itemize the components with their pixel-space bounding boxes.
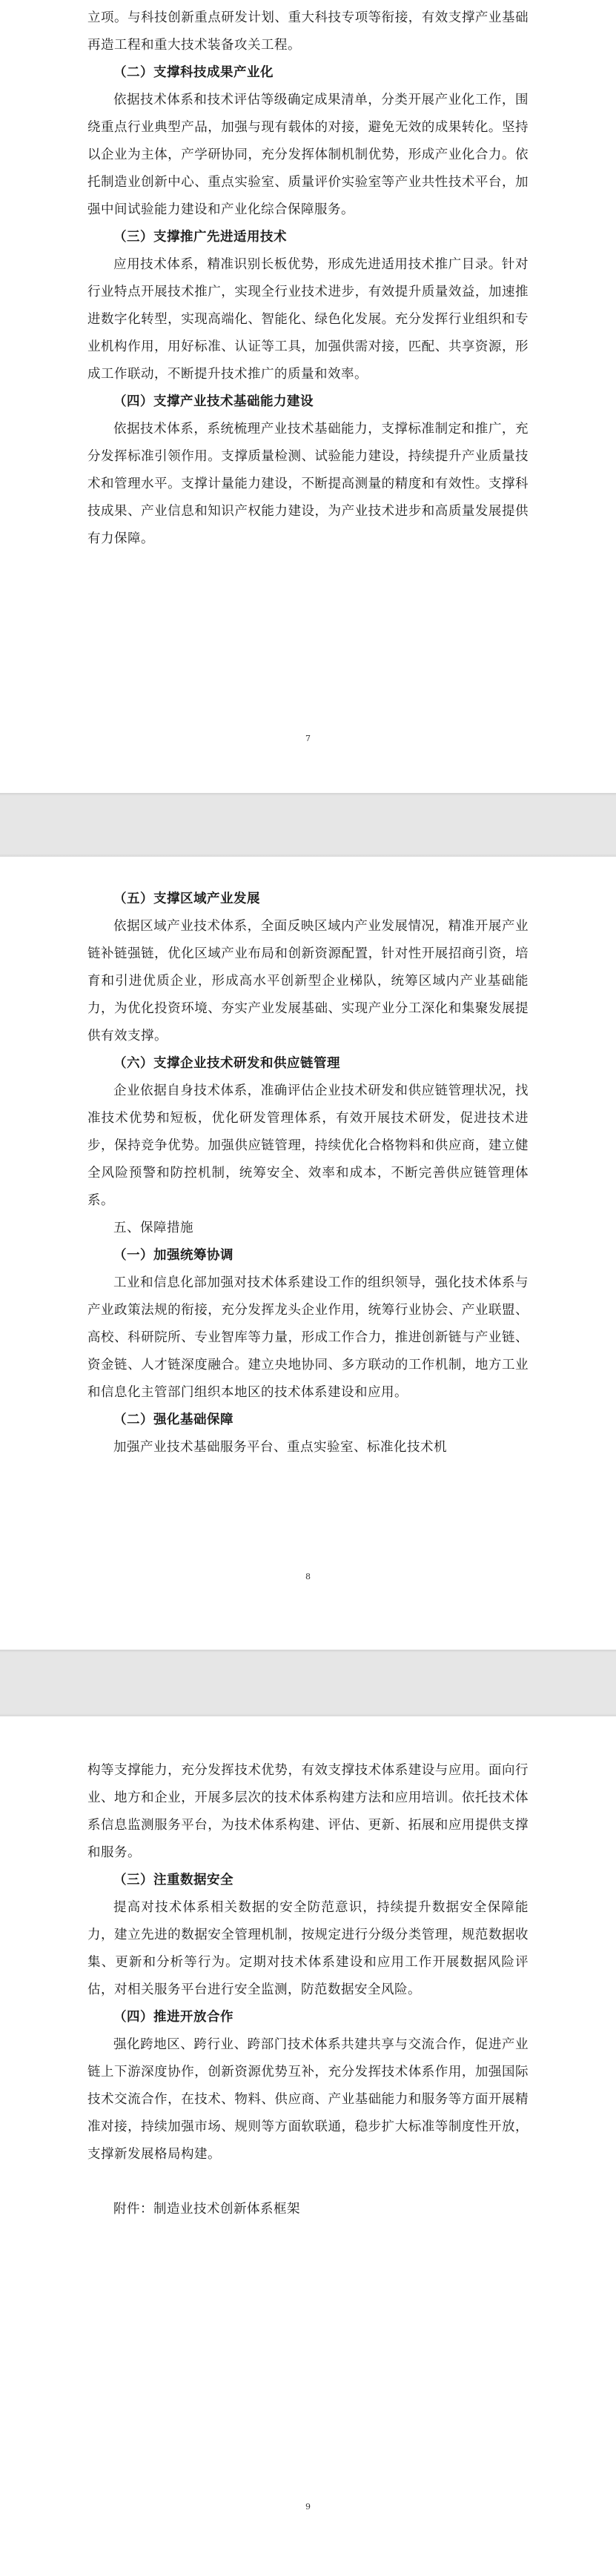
page-body: [87, 886, 529, 1461]
section-heading: 五、保障措施: [113, 1221, 193, 1235]
subsection-heading: （一）加强统筹协调: [113, 1248, 234, 1263]
subsection-heading: （五）支撑区域产业发展: [113, 892, 260, 906]
subsection-heading: （三）支撑推广先进适用技术: [113, 230, 287, 245]
subsection-heading: （四）推进开放合作: [113, 2010, 234, 2025]
paragraph: 依据技术体系和技术评估等级确定成果清单，分类开展产业化工作，围绕重点行业典型产品，加强与现有载体的对接，避免无效的成果转化。坚持以企业为主体，产学研协同，充分发挥体制机制优势，形成产业化合力。依托制造业创新中心、重点实验室、质量评价实验室等产业共性技术平台，加强中间试验能力建设和产业化综合保障服务。: [87, 93, 529, 217]
subsection-heading: （二）强化基础保障: [113, 1413, 234, 1427]
paragraph: 企业依据自身技术体系，准确评估企业技术研发和供应链管理状况，找准技术优势和短板，优化研发管理体系，有效开展技术研发，促进技术进步，保持竞争优势。加强供应链管理，持续优化合格物料和供应商，建立健全风险预警和防控机制，统筹安全、效率和成本，不断完善供应链管理体系。: [87, 1083, 529, 1208]
page-body: [87, 1757, 529, 2223]
subsection-heading: （四）支撑产业技术基础能力建设: [113, 394, 314, 409]
page-separator: [0, 793, 616, 857]
subsection-heading: （二）支撑科技成果产业化: [113, 65, 274, 80]
paragraph: 加强产业技术基础服务平台、重点实验室、标准化技术机: [113, 1440, 447, 1455]
document-page: [0, 1716, 616, 2576]
document-page: [0, 857, 616, 1650]
page-number: 9: [305, 2502, 311, 2512]
paragraph-continued: 立项。与科技创新重点研发计划、重大科技专项等衔接，有效支撑产业基础再造工程和重大技术装备攻关工程。: [87, 10, 529, 53]
page-separator: [0, 1650, 616, 1716]
page-number: 8: [305, 1572, 311, 1581]
paragraph: 提高对技术体系相关数据的安全防范意识，持续提升数据安全保障能力，建立先进的数据安全管理机制，按规定进行分级分类管理，规范数据收集、更新和分析等行为。定期对技术体系建设和应用工作开展数据风险评估，对相关服务平台进行安全监测，防范数据安全风险。: [87, 1900, 529, 1997]
page-number: 7: [305, 734, 311, 743]
document-page: [0, 0, 616, 793]
paragraph: 依据技术体系，系统梳理产业技术基础能力，支撑标准制定和推广，充分发挥标准引领作用。支撑质量检测、试验能力建设，持续提升产业质量技术和管理水平。支撑计量能力建设，不断提高测量的精度和有效性。支撑科技成果、产业信息和知识产权能力建设，为产业技术进步和高质量发展提供有力保障。: [87, 422, 529, 546]
paragraph-continued: 构等支撑能力，充分发挥技术优势，有效支撑技术体系建设与应用。面向行业、地方和企业，开展多层次的技术体系构建方法和应用培训。依托技术体系信息监测服务平台，为技术体系构建、评估、更新、拓展和应用提供支撑和服务。: [87, 1763, 529, 1860]
paragraph: 工业和信息化部加强对技术体系建设工作的组织领导，强化技术体系与产业政策法规的衔接，充分发挥龙头企业作用，统筹行业协会、产业联盟、高校、科研院所、专业智库等力量，形成工作合力，推进创新链与产业链、资金链、人才链深度融合。建立央地协同、多方联动的工作机制，地方工业和信息化主管部门组织本地区的技术体系建设和应用。: [87, 1275, 529, 1400]
page-body: [87, 4, 529, 553]
paragraph: 应用技术体系，精准识别长板优势，形成先进适用技术推广目录。针对行业特点开展技术推广，实现全行业技术进步，有效提升质量效益，加速推进数字化转型，实现高端化、智能化、绿色化发展。充分发挥行业组织和专业机构作用，用好标准、认证等工具，加强供需对接，匹配、共享资源，形成工作联动，不断提升技术推广的质量和效率。: [87, 257, 529, 382]
subsection-heading: （六）支撑企业技术研发和供应链管理: [113, 1056, 340, 1071]
blank-line: [87, 2168, 529, 2196]
paragraph: 附件：制造业技术创新体系框架: [113, 2202, 300, 2217]
subsection-heading: （三）注重数据安全: [113, 1873, 234, 1888]
paragraph: 强化跨地区、跨行业、跨部门技术体系共建共享与交流合作，促进产业链上下游深度协作，创新资源优势互补，充分发挥技术体系作用，加强国际技术交流合作，在技术、物料、供应商、产业基础能力和服务等方面开展精准对接，持续加强市场、规则等方面软联通，稳步扩大标准等制度性开放，支撑新发展格局构建。: [87, 2037, 529, 2162]
paragraph: 依据区域产业技术体系，全面反映区域内产业发展情况，精准开展产业链补链强链，优化区域产业布局和创新资源配置，针对性开展招商引资，培育和引进优质企业，形成高水平创新型企业梯队，统筹区域内产业基础能力，为优化投资环境、夯实产业发展基础、实现产业分工深化和集聚发展提供有效支撑。: [87, 919, 529, 1043]
